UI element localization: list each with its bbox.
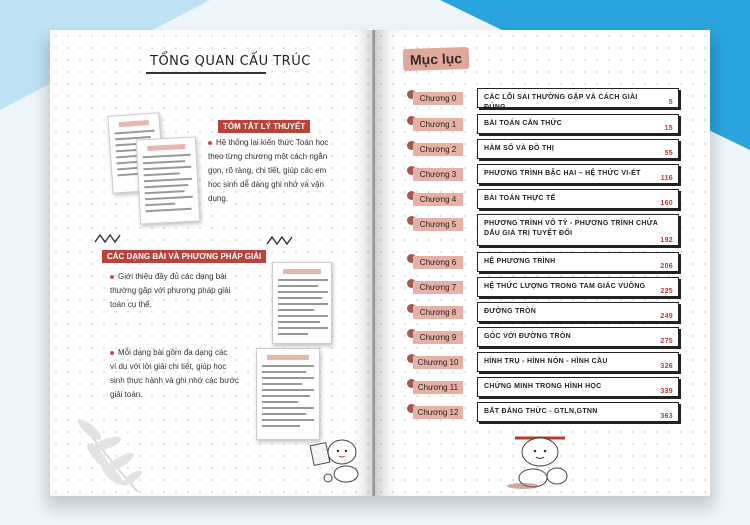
toc-chapter-label: Chương 11 [413, 381, 463, 394]
toc-chapter-title: CÁC LỖI SAI THƯỜNG GẶP VÀ CÁCH GIẢI ĐÚNG [484, 94, 638, 111]
toc-entry-box[interactable] [477, 114, 679, 134]
toc-chapter-title: CHỨNG MINH TRONG HÌNH HỌC [484, 383, 602, 390]
theory-page-thumbnail [136, 136, 200, 224]
toc-chapter-label: Chương 4 [413, 193, 463, 206]
toc-entry-box[interactable] [477, 214, 679, 246]
toc-chapter-label: Chương 2 [413, 143, 463, 156]
toc-chapter-label: Chương 3 [413, 168, 463, 181]
problem-types-text-2: Mỗi dạng bài gồm đa dạng các ví dụ với lời giải chi tiết, giúp học sinh thực hành và ghi nhớ các bước giải toán. [110, 348, 239, 399]
toc-chapter-label: Chương 10 [413, 356, 463, 369]
theory-summary-text: Hệ thống lại kiến thức Toán học theo từng chương một cách ngắn gọn, rõ ràng, chi tiết, giúp các em học sinh dễ dàng ghi nhớ và vận dụng. [208, 138, 329, 203]
toc-entry-box[interactable] [477, 88, 679, 111]
toc-row[interactable] [407, 164, 687, 184]
toc-row[interactable] [407, 114, 687, 134]
exercise-page-thumbnail [256, 348, 320, 440]
toc-chapter-label: Chương 8 [413, 306, 463, 319]
problem-types-tag: CÁC DẠNG BÀI VÀ PHƯƠNG PHÁP GIẢI [102, 250, 266, 263]
toc-chapter-label: Chương 9 [413, 331, 463, 344]
toc-chapter-title: PHƯƠNG TRÌNH VÔ TỶ - PHƯƠNG TRÌNH CHỨA DẤU GIÁ TRỊ TUYỆT ĐỐI [484, 220, 658, 237]
toc-page-number: 15 [664, 125, 673, 132]
toc-chapter-title: ĐƯỜNG TRÒN [484, 308, 537, 315]
theory-summary-tag: TÓM TẮT LÝ THUYẾT [218, 120, 310, 133]
toc-entry-box[interactable] [477, 252, 679, 272]
title-underline [146, 72, 266, 74]
toc-row[interactable] [407, 139, 687, 159]
toc-page-number: 249 [660, 313, 673, 320]
toc-page-number: 326 [660, 363, 673, 370]
zigzag-decoration [266, 234, 296, 246]
zigzag-decoration [94, 232, 124, 244]
toc-row[interactable] [407, 189, 687, 209]
toc-page-number: 206 [660, 263, 673, 270]
toc-chapter-title: HỆ THỨC LƯỢNG TRONG TAM GIÁC VUÔNG [484, 283, 646, 290]
toc-row[interactable] [407, 352, 687, 372]
toc-row[interactable] [407, 277, 687, 297]
overview-title: TỔNG QUAN CẤU TRÚC [150, 54, 311, 69]
toc-chapter-title: HÀM SỐ VÀ ĐỒ THỊ [484, 145, 555, 152]
toc-chapter-label: Chương 0 [413, 92, 463, 105]
toc-entry-box[interactable] [477, 189, 679, 209]
toc-chapter-label: Chương 12 [413, 406, 463, 419]
toc-row[interactable] [407, 214, 687, 246]
right-page [375, 30, 710, 496]
toc-entry-box[interactable] [477, 377, 679, 397]
toc-chapter-label: Chương 7 [413, 281, 463, 294]
toc-row[interactable] [407, 88, 687, 111]
exercise-page-thumbnail [272, 262, 332, 344]
toc-entry-box[interactable] [477, 277, 679, 297]
toc-entry-box[interactable] [477, 302, 679, 322]
mascot-illustration [308, 430, 368, 486]
toc-chapter-title: BÀI TOÁN CĂN THỨC [484, 120, 563, 127]
toc-entry-box[interactable] [477, 139, 679, 159]
toc-row[interactable] [407, 302, 687, 322]
toc-page-number: 275 [660, 338, 673, 345]
toc-page-number: 225 [660, 288, 673, 295]
toc-row[interactable] [407, 327, 687, 347]
toc-row[interactable] [407, 252, 687, 272]
toc-chapter-title: HỆ PHƯƠNG TRÌNH [484, 258, 556, 265]
toc-chapter-title: BẤT ĐẲNG THỨC - GTLN,GTNN [484, 408, 598, 415]
toc-chapter-title: BÀI TOÁN THỰC TẾ [484, 195, 556, 202]
toc-page-number: 363 [660, 413, 673, 420]
toc-entry-box[interactable] [477, 352, 679, 372]
mascot-illustration [495, 426, 585, 492]
left-page [50, 30, 375, 496]
toc-entry-box[interactable] [477, 164, 679, 184]
toc-chapter-title: HÌNH TRỤ - HÌNH NÓN - HÌNH CẦU [484, 358, 608, 365]
toc-entry-box[interactable] [477, 402, 679, 422]
toc-page-number: 339 [660, 388, 673, 395]
toc-chapter-label: Chương 6 [413, 256, 463, 269]
toc-row[interactable] [407, 377, 687, 397]
toc-entry-box[interactable] [477, 327, 679, 347]
toc-chapter-title: GÓC VỚI ĐƯỜNG TRÒN [484, 333, 571, 340]
toc-chapter-label: Chương 5 [413, 218, 463, 231]
toc-page-number: 192 [660, 237, 673, 244]
toc-page-number: 55 [664, 150, 673, 157]
toc-page-number: 160 [660, 200, 673, 207]
leaf-illustration [68, 400, 158, 496]
toc-page-number: 116 [660, 175, 673, 182]
problem-types-text-1: Giới thiệu đầy đủ các dạng bài thường gặp với phương pháp giải toán cụ thể. [110, 272, 231, 309]
toc-chapter-label: Chương 1 [413, 118, 463, 131]
toc-page-number: 5 [668, 99, 673, 106]
table-of-contents-title: Mục lục [403, 47, 470, 71]
toc-row[interactable] [407, 402, 687, 422]
toc-chapter-title: PHƯƠNG TRÌNH BẬC HAI – HỆ THỨC VI-ÉT [484, 170, 641, 177]
